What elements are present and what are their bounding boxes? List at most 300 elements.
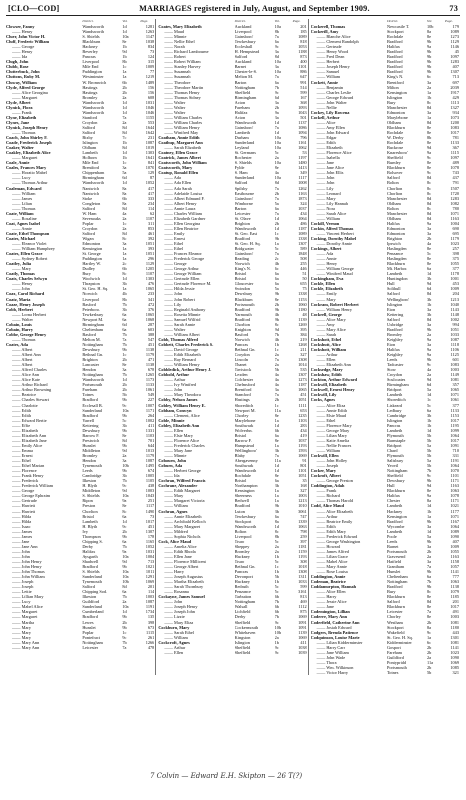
entry-volume: 1d xyxy=(274,422,279,428)
entry-district: Tynemouth xyxy=(82,579,102,585)
entry-district: Wellingboro' xyxy=(386,296,410,302)
entry-district: Dewsbury xyxy=(234,291,253,297)
entry-page: 710 xyxy=(452,447,459,453)
entry-page: 1009 xyxy=(450,286,459,292)
entry-district: Dudley xyxy=(82,266,95,272)
entry-page: 398 xyxy=(452,251,459,257)
entry-district: Poplar xyxy=(82,629,94,635)
entry-name: —— Samuel xyxy=(316,69,340,75)
entry-name: —— William xyxy=(164,634,188,640)
entry-name: Cluff, Frederic William xyxy=(6,39,50,45)
entry-page: 1051 xyxy=(145,241,155,247)
entry-name: Cockwill, Lily xyxy=(310,392,337,398)
entry-volume: 1b xyxy=(274,341,279,347)
entry-district: Bromley xyxy=(386,331,403,337)
column-header-label: District. xyxy=(386,19,399,23)
entry-name: —— Elsie Maud xyxy=(316,412,347,418)
entry-volume: 6b xyxy=(274,427,279,433)
entry-name: —— Elizabeth xyxy=(316,145,343,151)
entry-district: Chorlton xyxy=(234,321,250,327)
entry-volume: 7b xyxy=(122,372,127,378)
entry-district: Fareham xyxy=(386,649,403,655)
entry-page: 743 xyxy=(452,170,459,176)
entry-page: 377 xyxy=(452,402,459,408)
entry-district: Salford xyxy=(82,230,95,236)
entry-district: Gosport xyxy=(386,644,401,650)
entry-name: —— William George xyxy=(316,266,354,272)
entry-volume: 9a xyxy=(426,44,432,50)
entry-page: 1163 xyxy=(450,215,459,221)
entry-name: —— Edith xyxy=(12,412,31,418)
entry-district: Bradford xyxy=(234,503,251,509)
entry-page: 1051 xyxy=(450,326,459,332)
entry-page: 834 xyxy=(147,44,155,50)
entry-volume: 5c xyxy=(274,538,279,544)
entry-name: Cochrane, Alexander xyxy=(158,483,198,489)
entry-volume: 9b xyxy=(122,412,127,418)
entry-name: Codquinson, Louise Marie xyxy=(310,634,360,640)
entry-volume: 2b xyxy=(426,235,432,241)
entry-district: Brighton xyxy=(82,357,98,363)
entry-volume: 8e xyxy=(122,362,127,368)
entry-page: 357 xyxy=(452,382,459,388)
entry-page: 231 xyxy=(147,135,155,141)
entry-volume: 9a xyxy=(426,336,432,342)
entry-district: Ilkeston xyxy=(82,594,97,600)
entry-page: 1033 xyxy=(298,579,307,585)
entry-page: 1017 xyxy=(450,437,459,443)
entry-page: 1068 xyxy=(145,316,155,322)
entry-name: Cockle, Elizabeth xyxy=(310,286,343,292)
entry-page: 1141 xyxy=(450,644,459,650)
entry-name: —— Richard Lambourne xyxy=(164,49,209,55)
entry-district: Sheffield xyxy=(234,89,251,95)
entry-district: Islington xyxy=(386,301,403,307)
entry-page: 443 xyxy=(452,629,459,635)
entry-page: 1148 xyxy=(450,311,459,317)
entry-volume: 9c xyxy=(122,634,127,640)
entry-name: Cobbett, Charles Frederick S. xyxy=(158,341,214,347)
entry-name: —— Lilian xyxy=(12,200,32,206)
entry-page: 1003 xyxy=(450,614,459,620)
entry-name: —— Eleanor Violet xyxy=(12,241,47,247)
entry-district: Chipping Sod. xyxy=(82,589,108,595)
entry-volume: 10a xyxy=(274,175,281,181)
entry-volume: 2a xyxy=(274,543,279,549)
entry-name: Cockle, Ellen xyxy=(310,281,336,287)
entry-name: —— John Walter xyxy=(316,99,347,105)
entry-name: —— George xyxy=(164,261,187,267)
entry-district: Sculcoates xyxy=(386,377,406,383)
entry-page: 219 xyxy=(300,336,307,342)
entry-name: —— Ethel xyxy=(12,458,31,464)
entry-name: —— Emily Alice xyxy=(12,442,43,448)
entry-district: Poplar xyxy=(82,220,94,226)
entry-page: 1071 xyxy=(450,210,459,216)
entry-district: Shadwell xyxy=(82,558,99,564)
entry-page: 1308 xyxy=(298,569,307,575)
entry-name: Coderfield, Catherine Ann xyxy=(310,619,360,625)
entry-page: 1720 xyxy=(450,190,459,196)
entry-volume: 1a xyxy=(426,114,432,120)
entry-name: —— Ellen Georgina xyxy=(164,220,201,226)
entry-page: 1061 xyxy=(145,387,155,393)
entry-volume: 8c xyxy=(426,205,432,211)
entry-volume: 1c xyxy=(122,64,127,70)
entry-volume: 6c xyxy=(274,266,279,272)
entry-page: 1017 xyxy=(450,604,459,610)
entry-district: Tadcaster xyxy=(386,362,404,368)
entry-page: 1734 xyxy=(145,609,155,615)
entry-volume: 3b xyxy=(426,311,432,317)
entry-volume: 1b xyxy=(426,417,432,423)
entry-name: —— Sarah Annie xyxy=(164,321,196,327)
entry-district: Middleton xyxy=(82,488,101,494)
entry-name: —— Lilian Grace xyxy=(316,553,348,559)
entry-district: Croydon xyxy=(82,119,98,125)
entry-name: —— Ellen Beatrice xyxy=(164,225,199,231)
entry-volume: 5c xyxy=(274,150,279,156)
entry-volume: 6a xyxy=(274,281,279,287)
entry-district: Shoreditch xyxy=(234,402,254,408)
entry-name: Clubb, Rose xyxy=(6,64,29,70)
entry-name: —— Margaret Victoria xyxy=(164,498,205,504)
entry-district: Lambeth xyxy=(82,150,98,156)
entry-name: —— Annie xyxy=(316,256,337,262)
entry-name: —— John xyxy=(164,599,183,605)
entry-page: 1163 xyxy=(450,553,459,559)
entry-district: Rochdale xyxy=(386,129,404,135)
entry-name: —— John Thomas xyxy=(12,569,45,575)
entry-volume: 6a xyxy=(426,574,432,580)
entry-volume: 2a xyxy=(122,599,127,605)
entry-name: —— Elizabeth Ann xyxy=(12,432,47,438)
entry-volume: 8c xyxy=(122,235,127,241)
entry-district: Sunderland xyxy=(82,604,102,610)
entry-page: 3061 xyxy=(298,508,307,514)
entry-name: —— Lettie xyxy=(12,589,32,595)
entry-page: 1055 xyxy=(450,261,459,267)
entry-name: —— Samuel Wilfrid xyxy=(164,316,201,322)
entry-page: 407 xyxy=(452,538,459,544)
entry-district: Ivy xyxy=(82,528,89,534)
entry-district: Pancras xyxy=(234,569,249,575)
entry-volume: 7b xyxy=(122,543,127,549)
entry-name: —— William Charles xyxy=(164,114,203,120)
entry-volume: 8b xyxy=(274,29,279,35)
entry-page: 713 xyxy=(452,74,459,80)
entry-district: Brentford xyxy=(386,79,404,85)
entry-volume: 3b xyxy=(426,412,432,418)
entry-name: Coatsworth, John William xyxy=(158,160,207,166)
entry-name: —— Winifred Maud xyxy=(316,271,353,277)
entry-name: —— Thora xyxy=(316,659,337,665)
entry-name: —— Florence Mary xyxy=(316,422,352,428)
entry-name: —— Minnie xyxy=(164,452,187,458)
entry-name: Cocks, Agnes xyxy=(310,397,336,403)
entry-name: Cockell, Arthur xyxy=(310,114,340,120)
entry-page: 1078 xyxy=(450,493,459,499)
entry-district: Brentford xyxy=(234,387,252,393)
entry-page: 713 xyxy=(147,558,155,564)
entry-volume: 5b xyxy=(426,452,432,458)
entry-volume: 7b xyxy=(122,594,127,600)
entry-volume: 6d xyxy=(122,175,127,181)
entry-volume: 7b xyxy=(426,468,432,474)
entry-name: Coatham, Annie Edith xyxy=(158,135,200,141)
entry-name: Clyne, Elizabeth xyxy=(6,114,37,120)
entry-page: 1107 xyxy=(145,271,155,277)
entry-volume: 8e xyxy=(426,129,432,135)
entry-name: —— George Edward xyxy=(316,94,354,100)
entry-name: —— William xyxy=(12,190,36,196)
entry-name: —— William xyxy=(316,74,341,80)
entry-volume: 6a xyxy=(274,39,279,45)
entry-page: 341 xyxy=(147,296,155,302)
entry-page: 801 xyxy=(300,463,307,469)
entry-name: —— Vincent Herbert xyxy=(316,230,354,236)
entry-name: —— Mary xyxy=(12,266,31,272)
entry-name: Cochran, Agnes xyxy=(158,508,188,514)
entry-name: —— Annie Edith xyxy=(316,407,347,413)
entry-district: Bromley xyxy=(82,452,98,458)
entry-district: Croydon xyxy=(82,225,98,231)
entry-name: —— Ellen xyxy=(164,427,184,433)
entry-district: Salford xyxy=(386,175,400,181)
entry-volume: 7b xyxy=(274,84,279,90)
entry-name: —— Frederick George xyxy=(164,256,205,262)
entry-volume: 2b xyxy=(426,664,432,670)
entry-volume: 2b xyxy=(122,382,127,388)
entry-name: —— James xyxy=(12,528,33,534)
entry-page: 994 xyxy=(452,321,459,327)
entry-district: Bolsover xyxy=(386,170,403,176)
entry-district: St. Geo. East xyxy=(234,230,258,236)
entry-district: Stanford xyxy=(82,114,98,120)
entry-volume: 7a xyxy=(122,114,127,120)
entry-volume: 3a xyxy=(122,165,127,171)
entry-page: 1002 xyxy=(450,316,459,322)
entry-name: Cockingham, Eva xyxy=(310,276,344,282)
entry-name: Coates, Michael xyxy=(6,235,36,241)
entry-name: —— John xyxy=(12,286,30,292)
entry-page: 1091 xyxy=(450,442,459,448)
entry-district: Leicester xyxy=(82,644,99,650)
entry-district: Yeovil xyxy=(386,463,399,469)
entry-volume: 5b xyxy=(426,447,432,453)
entry-district: Stoke xyxy=(82,195,93,201)
column-header-label: Page. xyxy=(292,19,301,23)
entry-name: Cockerell, Thomas xyxy=(310,24,346,29)
entry-volume: 4b xyxy=(122,291,127,297)
entry-name: —— Walter xyxy=(164,326,186,332)
entry-district: Birmingham xyxy=(386,382,409,388)
entry-district: Bolton xyxy=(386,180,399,186)
entry-page: 791 xyxy=(452,180,459,186)
entry-name: —— Henry xyxy=(12,29,33,35)
entry-page: 1089 xyxy=(450,29,459,35)
entry-page: 392 xyxy=(147,235,155,241)
entry-name: —— Rosaline xyxy=(12,215,37,221)
entry-page: 1301 xyxy=(450,634,459,640)
entry-page: 678 xyxy=(147,367,155,373)
entry-district: S. Shields xyxy=(82,569,100,575)
entry-volume: 3b xyxy=(274,508,279,514)
entry-volume: 8d xyxy=(426,210,432,216)
entry-district: Bradford xyxy=(386,326,403,332)
entry-volume: 6a xyxy=(426,266,432,272)
entry-page: 1111 xyxy=(298,402,307,408)
entry-district: Wandsworth xyxy=(234,225,257,231)
entry-page: 451 xyxy=(147,523,155,529)
entry-volume: 6a xyxy=(274,478,279,484)
entry-name: —— Winifred May xyxy=(164,129,199,135)
page-number: 73 xyxy=(449,4,458,13)
entry-district: Bixby xyxy=(82,135,93,141)
entry-name: —— Dorothy Annie xyxy=(316,241,352,247)
entry-name: Cluway, William xyxy=(6,79,37,85)
entry-name: —— Margaret xyxy=(12,609,38,615)
entry-page: 1069 xyxy=(298,634,307,640)
entry-volume: 4a xyxy=(274,372,279,378)
entry-page: 1052 xyxy=(145,180,155,186)
entry-district: Burnley xyxy=(386,160,401,166)
entry-district: Kingston xyxy=(234,634,251,640)
entry-name: —— Thomas Harold xyxy=(316,498,354,504)
entry-page: 1146 xyxy=(450,44,459,50)
entry-name: Coale, Annie xyxy=(6,160,30,166)
entry-page: 1002 xyxy=(145,417,155,423)
entry-name: —— Edward Bertie xyxy=(12,417,47,423)
entry-name: —— Florence Alice xyxy=(316,150,352,156)
entry-district: Barrow F. xyxy=(234,437,252,443)
entry-volume: 9b xyxy=(274,306,279,312)
entry-district: Nantwich xyxy=(82,190,100,196)
entry-page: 1097 xyxy=(450,155,459,161)
entry-name: —— William Henry xyxy=(164,362,200,368)
entry-district: Dewsbury xyxy=(82,427,100,433)
entry-name: —— George Albert xyxy=(164,564,199,570)
entry-name: —— Wm. Wilkinson xyxy=(316,664,354,670)
entry-district: Yarmouth xyxy=(234,311,252,317)
entry-volume: 5b xyxy=(426,670,432,675)
entry-district: Solihull xyxy=(386,286,401,292)
entry-volume: 6a xyxy=(122,589,127,595)
entry-name: —— Walter xyxy=(164,99,186,105)
entry-page: 1303 xyxy=(145,150,155,156)
entry-volume: 5b xyxy=(274,367,279,373)
entry-district: Kettering xyxy=(82,422,99,428)
entry-name: Coate, William xyxy=(6,210,34,216)
entry-page: 1019 xyxy=(145,145,155,151)
entry-district: Barnet xyxy=(234,64,247,70)
entry-page: 48 xyxy=(302,311,307,317)
entry-volume: 9d xyxy=(122,447,127,453)
entry-district: Middleton xyxy=(82,447,101,453)
entry-name: Clyde, Albert xyxy=(6,99,31,105)
entry-name: —— Edith xyxy=(316,523,336,529)
entry-name: —— Jane Ann xyxy=(12,543,38,549)
entry-district: Lewes xyxy=(82,619,94,625)
entry-page: 1307 xyxy=(450,69,459,75)
entry-name: —— Alice Ellen xyxy=(316,589,346,595)
entry-page: 201 xyxy=(452,599,459,605)
entry-volume: 7b xyxy=(122,301,127,307)
entry-district: Wandsworth xyxy=(82,180,104,186)
entry-district: Ilkeston xyxy=(82,478,97,484)
entry-name: —— Nora xyxy=(316,205,335,211)
entry-volume: 8a xyxy=(426,29,432,35)
entry-district: Milton xyxy=(386,84,399,90)
entry-district: Beverley xyxy=(82,49,98,55)
entry-volume: 10a xyxy=(274,59,281,65)
entry-district: Cockermouth xyxy=(234,624,259,630)
entry-name: —— Margaret xyxy=(12,614,38,620)
entry-district: Haslingden xyxy=(386,256,407,262)
entry-district: Manchester xyxy=(386,104,408,110)
entry-page: 259 xyxy=(300,533,307,539)
entry-district: Knighton xyxy=(234,326,251,332)
entry-page: 780 xyxy=(452,205,459,211)
entry-page: 747 xyxy=(300,513,307,519)
entry-page: 1010 xyxy=(298,503,307,509)
entry-district: Chipping S. xyxy=(82,538,103,544)
entry-volume: 8c xyxy=(426,589,432,595)
entry-district: Blaby xyxy=(234,452,245,458)
entry-name: —— Nellie Frances xyxy=(316,442,352,448)
entry-page: 798 xyxy=(300,528,307,534)
entry-name: Cockroft, Albert xyxy=(310,473,341,479)
entry-page: 655 xyxy=(300,281,307,287)
entry-volume: 3b xyxy=(122,306,127,312)
entry-volume: 9d xyxy=(426,377,432,383)
entry-name: —— William Henry xyxy=(164,124,200,130)
entry-volume: 9b xyxy=(274,291,279,297)
entry-volume: 1d xyxy=(426,503,432,509)
entry-page: 697 xyxy=(452,79,459,85)
entry-volume: 1b xyxy=(274,579,279,585)
entry-district: Salford xyxy=(234,180,248,186)
entry-district: Hastings xyxy=(82,89,98,95)
entry-district: Nottingham xyxy=(234,599,256,605)
entry-volume: 7a xyxy=(274,34,279,40)
entry-page: 1021 xyxy=(450,503,459,509)
entry-page: 201 xyxy=(147,584,155,590)
entry-district: Marylebone xyxy=(386,114,408,120)
entry-district: Durham xyxy=(234,135,249,141)
entry-name: —— Lily Hannah xyxy=(316,200,348,206)
entry-name: —— Susannah xyxy=(164,69,191,75)
entry-name: —— Florence Alice xyxy=(164,437,200,443)
entry-page: 599 xyxy=(300,89,307,95)
entry-page: 2039 xyxy=(450,84,459,90)
entry-page: 1062 xyxy=(298,145,307,151)
entry-volume: 8e xyxy=(274,437,279,443)
entry-district: Gainsboro' xyxy=(234,124,254,130)
entry-page: 411 xyxy=(300,639,307,645)
entry-name: —— Lorna Herbert xyxy=(12,311,47,317)
entry-name: —— Ada Sarah xyxy=(164,185,192,191)
entry-volume: 1d xyxy=(274,523,279,529)
entry-page: 553 xyxy=(147,119,155,125)
entry-name: —— Sophia Nichols xyxy=(164,533,201,539)
entry-district: Liverpool xyxy=(82,59,100,65)
entry-name: —— Mary Alice xyxy=(316,326,346,332)
entry-volume: 7a xyxy=(274,210,279,216)
entry-district: Bristol xyxy=(234,271,247,277)
entry-page: 1307 xyxy=(298,372,307,378)
entry-page: 472 xyxy=(147,301,155,307)
